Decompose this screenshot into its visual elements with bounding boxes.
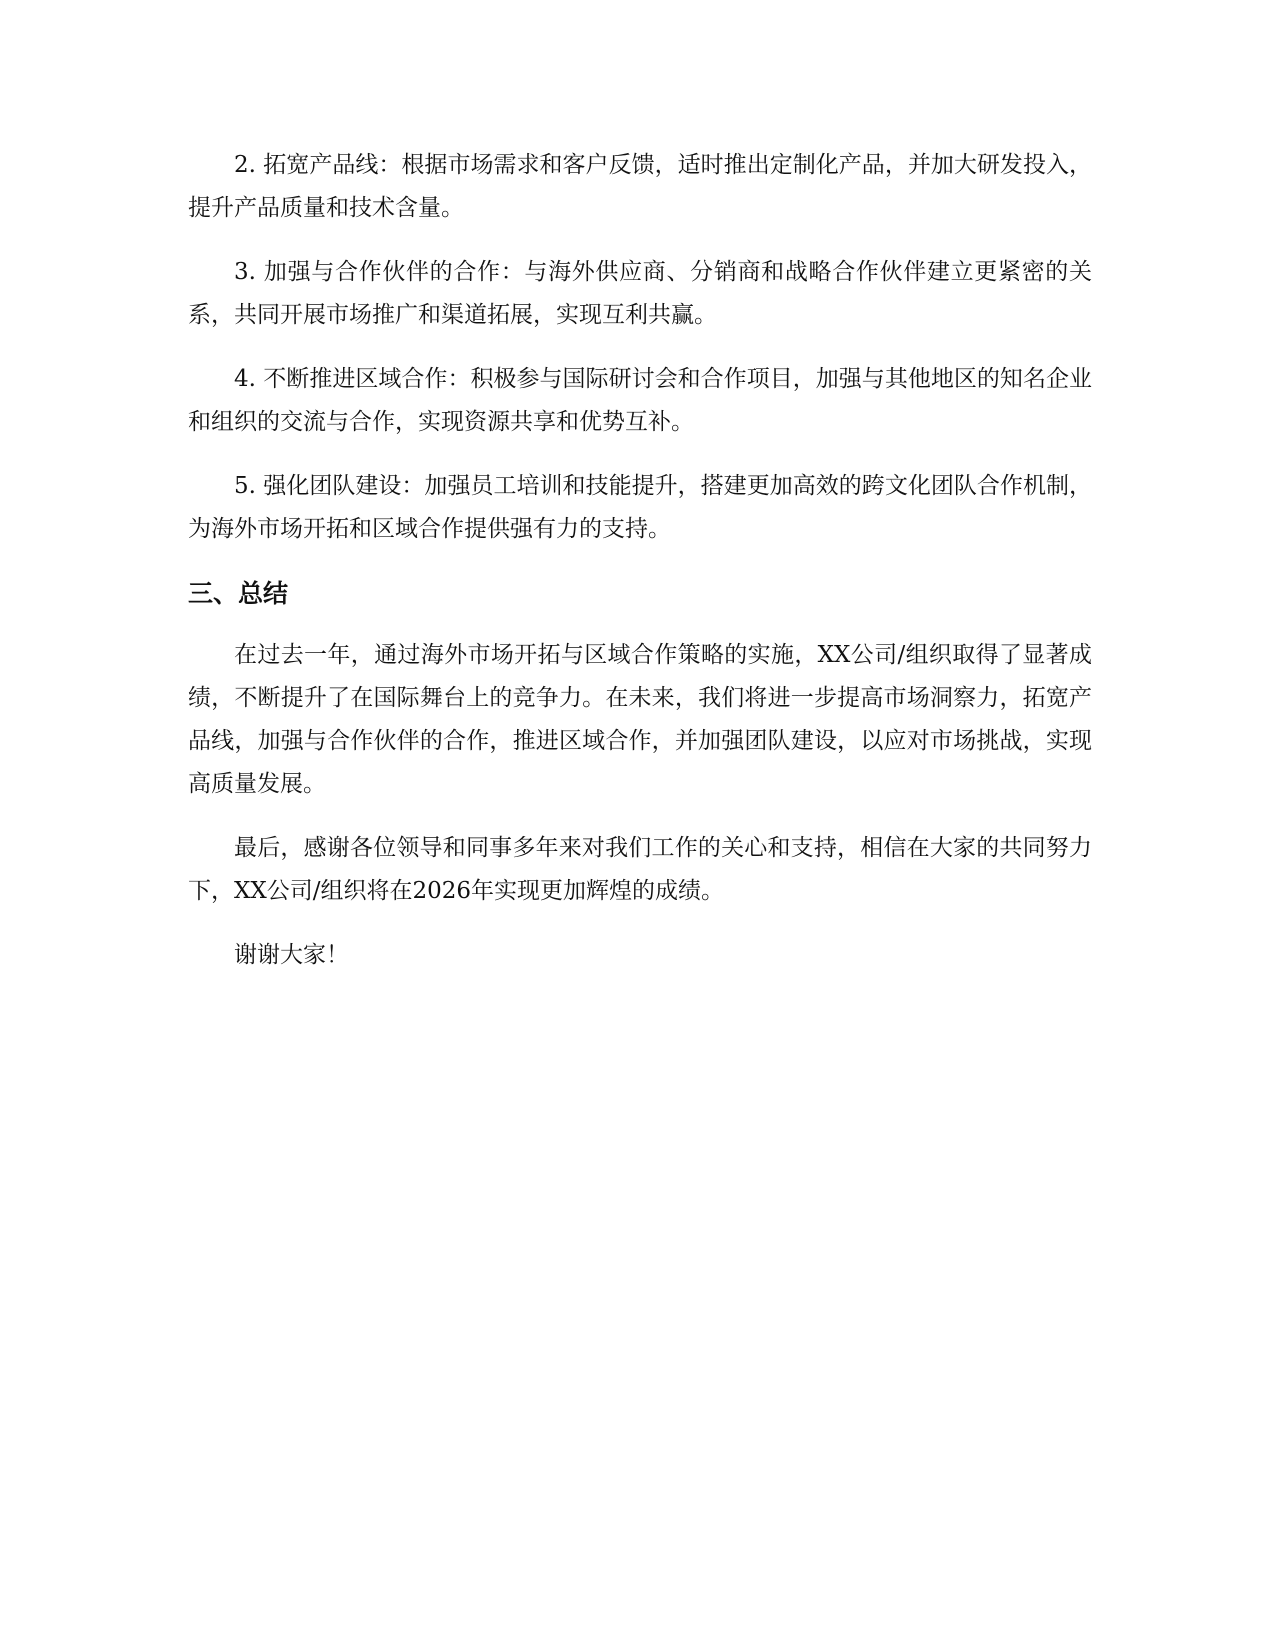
thanks-paragraph: 最后，感谢各位领导和同事多年来对我们工作的关心和支持，相信在大家的共同努力下，XX公司/组织将在2026年实现更加辉煌的成绩。 xyxy=(188,835,1092,904)
closing-line: 谢谢大家！ xyxy=(234,942,349,968)
section-heading-summary: 三、总结 xyxy=(188,579,289,608)
list-item-2: 2. 拓宽产品线：根据市场需求和客户反馈，适时推出定制化产品，并加大研发投入，提升产品质量和技术含量。 xyxy=(188,152,1092,221)
list-item-4: 4. 不断推进区域合作：积极参与国际研讨会和合作项目，加强与其他地区的知名企业和组织的交流与合作，实现资源共享和优势互补。 xyxy=(188,366,1092,435)
document-body xyxy=(188,144,1092,998)
summary-paragraph: 在过去一年，通过海外市场开拓与区域合作策略的实施，XX公司/组织取得了显著成绩，不断提升了在国际舞台上的竞争力。在未来，我们将进一步提高市场洞察力，拓宽产品线，加强与合作伙伴的合作，推进区域合作，并加强团队建设，以应对市场挑战，实现高质量发展。 xyxy=(188,642,1092,797)
list-item-3: 3. 加强与合作伙伴的合作：与海外供应商、分销商和战略合作伙伴建立更紧密的关系，共同开展市场推广和渠道拓展，实现互利共赢。 xyxy=(188,259,1092,328)
list-item-5: 5. 强化团队建设：加强员工培训和技能提升，搭建更加高效的跨文化团队合作机制，为海外市场开拓和区域合作提供强有力的支持。 xyxy=(188,473,1092,542)
